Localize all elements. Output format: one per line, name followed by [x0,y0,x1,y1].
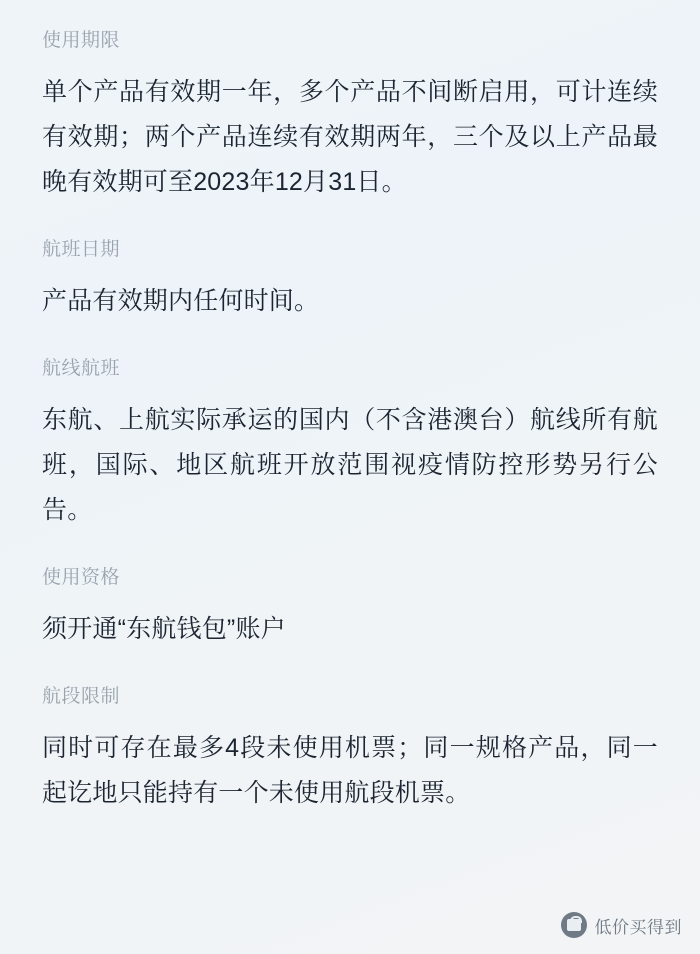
section-routes-flights [42,354,658,533]
section-label: 使用期限 [42,30,121,51]
section-label: 航班日期 [42,239,121,260]
watermark [561,912,683,938]
section-segment-limit [42,682,658,816]
wallet-icon [561,912,587,938]
section-body: 须开通“东航钱包”账户 [42,615,286,643]
section-body: 东航、上航实际承运的国内（不含港澳台）航线所有航班，国际、地区航班开放范围视疫情防控形势另行公告。 [42,406,658,524]
section-label: 航线航班 [42,358,121,379]
section-body: 单个产品有效期一年，多个产品不间断启用，可计连续有效期；两个产品连续有效期两年，三个及以上产品最晚有效期可至2023年12月31日。 [42,78,658,196]
section-label: 航段限制 [42,686,121,707]
section-label: 使用资格 [42,567,121,588]
section-usage-period [42,26,658,205]
section-eligibility [42,563,658,652]
section-flight-date [42,235,658,324]
watermark-label: 低价买得到 [594,917,682,937]
section-body: 同时可存在最多4段未使用机票；同一规格产品，同一起讫地只能持有一个未使用航段机票。 [42,734,658,807]
section-body: 产品有效期内任何时间。 [42,287,320,315]
